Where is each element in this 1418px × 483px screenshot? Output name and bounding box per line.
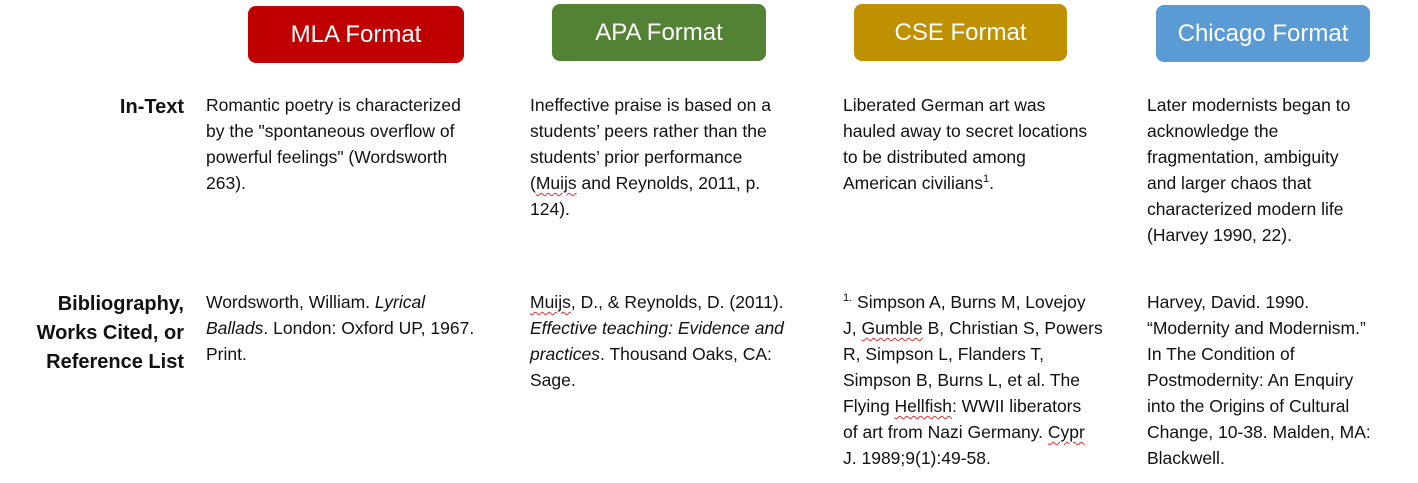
text-line: (Harvey 1990, 22). — [1147, 225, 1292, 245]
text-line: Later modernists began to — [1147, 95, 1351, 115]
text-line — [843, 315, 1103, 341]
text-line: Print. — [206, 344, 247, 364]
text-line: Blackwell. — [1147, 448, 1225, 468]
spellcheck-word[interactable]: Muijs — [530, 292, 571, 312]
text-line: 263). — [206, 173, 246, 193]
text-line: Sage. — [530, 370, 576, 390]
text-line: “Modernity and Modernism.” — [1147, 318, 1366, 338]
text-line: Ineffective praise is based on a — [530, 95, 771, 115]
text-run: American civilians — [843, 173, 984, 193]
text-line: hauled away to secret locations — [843, 121, 1088, 141]
header-mla — [248, 6, 464, 63]
text-line: J. 1989;9(1):49-58. — [843, 448, 991, 468]
text-line: acknowledge the — [1147, 121, 1279, 141]
text-run: and Reynolds, 2011, p. — [576, 173, 761, 193]
text-run: Simpson A, Burns M, Lovejoy — [852, 292, 1086, 312]
text-run: , D., & Reynolds, D. (2011). — [570, 292, 784, 312]
bibliography-apa — [530, 289, 784, 393]
text-run: : WWII liberators — [951, 396, 1082, 416]
header-chicago-label: Chicago Format — [1177, 19, 1349, 47]
row-label-bibliography — [37, 290, 184, 377]
text-line: Simpson B, Burns L, et al. The — [843, 370, 1081, 390]
in-text-chicago — [1147, 92, 1350, 248]
text-line: 124). — [530, 199, 570, 219]
bibliography-chicago — [1147, 289, 1371, 471]
text-line: Change, 10-38. Malden, MA: — [1147, 422, 1371, 442]
header-apa-label: APA Format — [595, 18, 723, 46]
header-chicago — [1156, 5, 1370, 62]
in-text-cse — [843, 92, 1087, 196]
row-label-bib-line: Bibliography, — [57, 293, 184, 315]
text-line: Postmodernity: An Enquiry — [1147, 370, 1354, 390]
text-line — [530, 315, 784, 341]
text-run: of art from Nazi Germany. — [843, 422, 1048, 442]
text-line: into the Origins of Cultural — [1147, 396, 1350, 416]
text-line: powerful feelings" (Wordsworth — [206, 147, 448, 167]
text-line — [843, 289, 1103, 315]
text-line: Harvey, David. 1990. — [1147, 292, 1310, 312]
text-run: J, — [843, 318, 862, 338]
text-run: Wordsworth, William. — [206, 292, 375, 312]
text-run: B, Christian S, Powers — [922, 318, 1103, 338]
text-line: students’ peers rather than the — [530, 121, 767, 141]
text-line: fragmentation, ambiguity — [1147, 147, 1339, 167]
bibliography-mla — [206, 289, 474, 367]
row-label-in-text — [120, 93, 184, 122]
text-line — [843, 393, 1103, 419]
italic-title: practices — [530, 344, 601, 364]
spellcheck-word[interactable]: Gumble — [861, 318, 923, 338]
header-mla-label: MLA Format — [290, 20, 422, 48]
text-line: students’ prior performance — [530, 147, 743, 167]
text-line — [843, 419, 1103, 445]
italic-title: Lyrical — [374, 292, 426, 312]
row-label-bib-line: Reference List — [46, 351, 184, 373]
text-line — [206, 289, 474, 315]
text-line — [530, 341, 784, 367]
text-line: to be distributed among — [843, 147, 1026, 167]
spellcheck-word[interactable]: Muijs — [535, 173, 577, 193]
text-line — [530, 289, 784, 315]
text-line: by the "spontaneous overflow of — [206, 121, 455, 141]
italic-title: Effective teaching: Evidence and — [530, 318, 784, 338]
text-run: . Thousand Oaks, CA: — [600, 344, 772, 364]
text-run: . London: Oxford UP, 1967. — [263, 318, 475, 338]
text-line: Romantic poetry is characterized — [206, 95, 461, 115]
italic-title: Ballads — [206, 318, 264, 338]
in-text-mla — [206, 92, 461, 196]
in-text-apa — [530, 92, 771, 222]
text-line: In The Condition of — [1147, 344, 1295, 364]
text-line — [530, 170, 771, 196]
row-label-in-text-line: In-Text — [119, 96, 184, 118]
text-run: . — [989, 173, 995, 193]
text-line — [206, 315, 474, 341]
text-line: Liberated German art was — [843, 95, 1046, 115]
row-label-bib-line: Works Cited, or — [36, 322, 184, 344]
text-line: R, Simpson L, Flanders T, — [843, 344, 1045, 364]
text-line: and larger chaos that — [1147, 173, 1312, 193]
header-apa — [552, 4, 766, 61]
spellcheck-word[interactable]: Cypr — [1047, 422, 1085, 442]
text-line: characterized modern life — [1147, 199, 1344, 219]
header-cse-label: CSE Format — [894, 18, 1027, 46]
bibliography-cse — [843, 289, 1103, 471]
spellcheck-word[interactable]: Hellfish — [894, 396, 952, 416]
text-run: ( — [530, 173, 536, 193]
text-line — [843, 170, 1087, 196]
footnote-marker: 1. — [843, 292, 853, 305]
header-cse — [854, 4, 1067, 61]
footnote-marker: 1 — [983, 173, 990, 186]
text-run: Flying — [843, 396, 895, 416]
